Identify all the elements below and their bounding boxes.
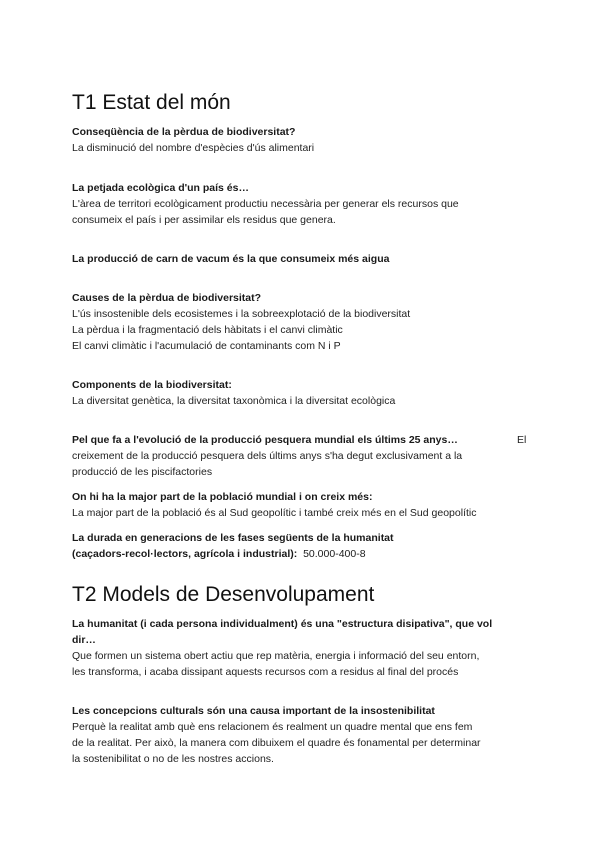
- question-humanity-phases: La durada en generacions de les fases següents de la humanitat: [72, 532, 394, 544]
- answer-line: producció de les piscifactories: [72, 466, 213, 478]
- question-humanity-phases-line2: [72, 546, 366, 562]
- answer-inline: 50.000-400-8: [303, 548, 366, 560]
- answer-line: El canvi climàtic i l'acumulació de contaminants com N i P: [72, 340, 341, 352]
- question-world-population: On hi ha la major part de la població mundial i on creix més:: [72, 491, 373, 503]
- section-title-t1: T1 Estat del món: [72, 91, 231, 114]
- question-biodiversity-components: Components de la biodiversitat:: [72, 379, 232, 391]
- answer-line: La pèrdua i la fragmentació dels hàbitats i el canvi climàtic: [72, 324, 343, 336]
- answer-line: consumeix el país i per assimilar els residus que genera.: [72, 214, 336, 226]
- answer-line: L'ús insostenible dels ecosistemes i la sobreexplotació de la biodiversitat: [72, 308, 411, 320]
- section-title-t2: T2 Models de Desenvolupament: [72, 583, 375, 606]
- question-fishing-production: Pel que fa a l'evolució de la producció pesquera mundial els últims 25 anys…: [72, 434, 458, 446]
- answer-line: La diversitat genètica, la diversitat taxonòmica i la diversitat ecològica: [72, 395, 396, 407]
- answer-line: La disminució del nombre d'espècies d'ús alimentari: [72, 142, 315, 154]
- answer-line: Perquè la realitat amb què ens relacionem és realment un quadre mental que ens fem: [72, 721, 473, 733]
- answer-line: de la realitat. Per això, la manera com dibuixem el quadre és fonamental per determinar: [72, 737, 481, 749]
- question-line2-text: (caçadors-recol·lectors, agrícola i industrial):: [72, 548, 298, 560]
- answer-line: La major part de la població és al Sud geopolític i també creix més en el Sud geopolític: [72, 507, 477, 519]
- question-ecological-footprint: La petjada ecològica d'un país és…: [72, 182, 249, 194]
- question-biodiversity-loss-consequence: Conseqüència de la pèrdua de biodiversitat?: [72, 126, 296, 138]
- question-dissipative-structure-line2: dir…: [72, 634, 96, 646]
- question-cultural-conceptions: Les concepcions culturals són una causa important de la insostenibilitat: [72, 705, 435, 717]
- answer-line: les transforma, i acaba dissipant aquests recursos com a residus al final del procés: [72, 666, 459, 678]
- statement-beef-water: La producció de carn de vacum és la que consumeix més aigua: [72, 253, 390, 265]
- answer-line: la sostenibilitat o no de les nostres accions.: [72, 753, 274, 765]
- answer-line: creixement de la producció pesquera dels últims anys s'ha degut exclusivament a la: [72, 450, 463, 462]
- question-biodiversity-loss-causes: Causes de la pèrdua de biodiversitat?: [72, 292, 262, 304]
- answer-inline: El: [517, 434, 527, 446]
- question-dissipative-structure: La humanitat (i cada persona individualment) és una "estructura disipativa", que vol: [72, 618, 493, 630]
- answer-line: Que formen un sistema obert actiu que rep matèria, energia i informació del seu entorn,: [72, 650, 480, 662]
- answer-line: L'àrea de territori ecològicament productiu necessària per generar els recursos que: [72, 198, 459, 210]
